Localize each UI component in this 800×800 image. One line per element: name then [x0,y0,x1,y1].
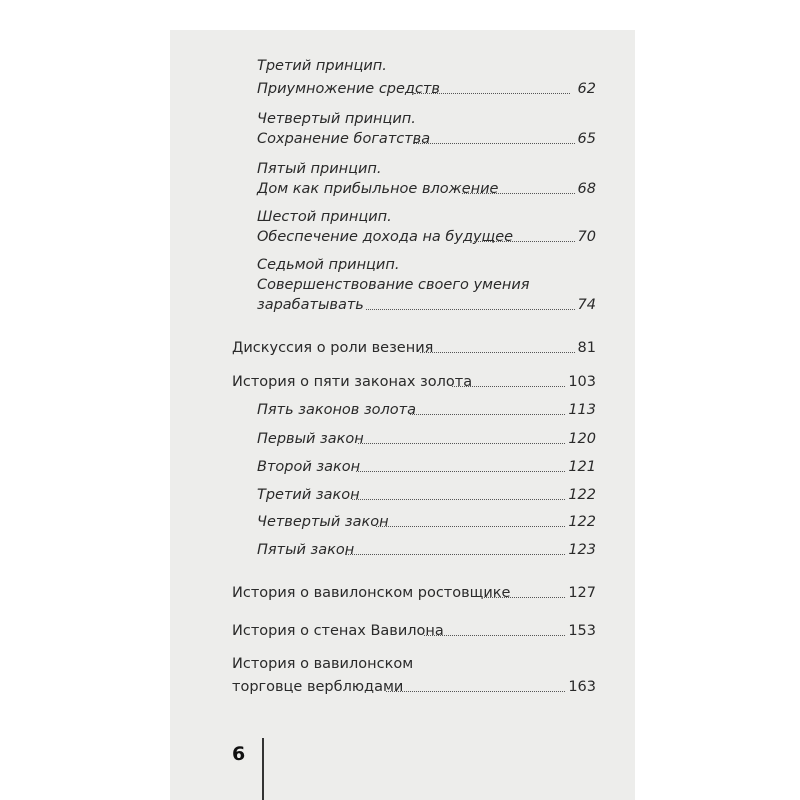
dot-leader [424,635,565,636]
toc-page-number: 68 [577,181,596,197]
dot-leader [376,526,565,527]
toc-page-number: 122 [568,487,596,503]
toc-entry-title-line-1: История о вавилонском [232,656,414,672]
toc-page-number: 123 [568,542,596,558]
toc-entry-title: Седьмой принцип. [257,257,400,273]
toc-entry-title: Четвертый принцип. [257,111,416,127]
toc-entry-subtitle: Сохранение богатства [257,131,431,147]
toc-entry-subtitle-line-1: Совершенствование своего умения [257,277,530,293]
toc-page-number: 163 [568,679,596,695]
dot-leader [414,93,570,94]
toc-page-number: 70 [577,229,596,245]
toc-entry-title: История о пяти законах золота [232,374,473,390]
dot-leader [410,414,565,415]
toc-page-number: 127 [568,585,596,601]
toc-entry-title: История о стенах Вавилона [232,623,444,639]
page-number: 6 [232,743,246,765]
toc-page-number: 153 [568,623,596,639]
dot-leader [420,352,575,353]
toc-page-number: 81 [577,340,596,356]
toc-entry-title: Третий принцип. [257,58,387,74]
dot-leader [484,597,565,598]
dot-leader [366,309,575,310]
toc-page-number: 121 [568,459,596,475]
toc-page-number: 120 [568,431,596,447]
dot-leader [345,554,565,555]
toc-entry-title: Пятый закон [257,542,355,558]
toc-entry-title: Третий закон [257,487,360,503]
vertical-rule [262,738,264,800]
toc-entry-subtitle: Приумножение средств [257,81,440,97]
toc-entry-title-line-2: торговце верблюдами [232,679,404,695]
toc-entry-subtitle-line-2: зарабатывать [257,297,364,313]
toc-entry-title: Дискуссия о роли везения [232,340,434,356]
toc-entry-title: Четвертый закон [257,514,389,530]
toc-page-number: 103 [568,374,596,390]
toc-page-number: 62 [577,81,596,97]
toc-entry-title: Пять законов золота [257,402,417,418]
toc-page-number: 122 [568,514,596,530]
dot-leader [356,471,565,472]
dot-leader [452,386,565,387]
dot-leader [462,193,575,194]
toc-entry-title: Пятый принцип. [257,161,382,177]
toc-entry-title: Второй закон [257,459,361,475]
toc-entry-title: История о вавилонском ростовщике [232,585,511,601]
dot-leader [413,143,575,144]
toc-entry-title: Первый закон [257,431,364,447]
dot-leader [358,443,565,444]
dot-leader [352,499,565,500]
toc-page-number: 65 [577,131,596,147]
dot-leader [386,691,565,692]
toc-entry-subtitle: Дом как прибыльное вложение [257,181,499,197]
toc-page-number: 74 [577,297,596,313]
toc-page-number: 113 [568,402,596,418]
toc-entry-title: Шестой принцип. [257,209,392,225]
toc-entry-subtitle: Обеспечение дохода на будущее [257,229,514,245]
